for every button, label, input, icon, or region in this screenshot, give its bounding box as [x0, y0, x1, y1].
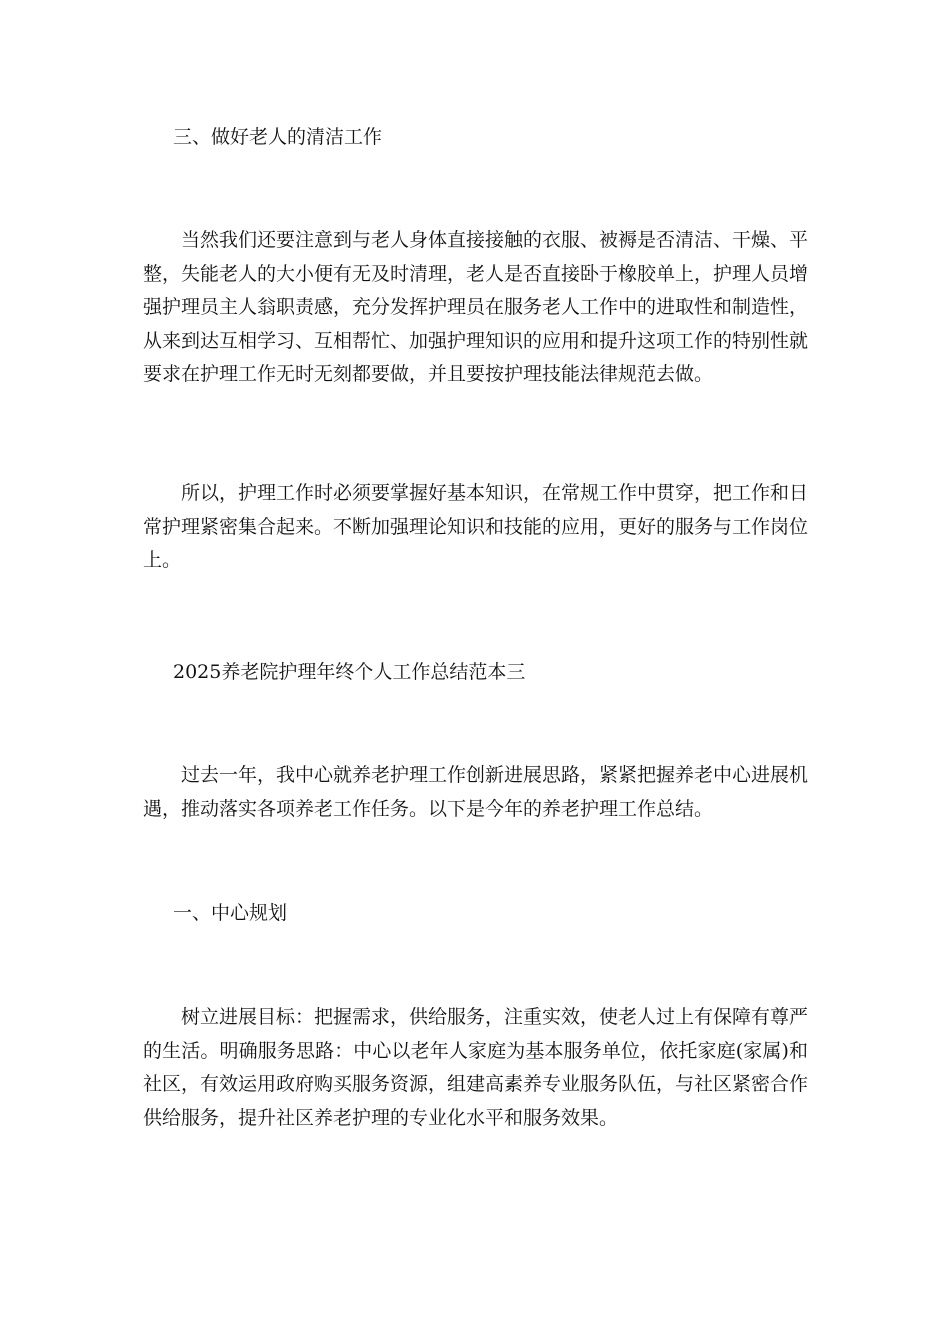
section-heading-center-plan: 一、中心规划: [173, 902, 288, 924]
paragraph-basic-knowledge: 所以，护理工作时必须要掌握好基本知识，在常规工作中贯穿，把工作和日常护理紧密集合起来。不断加强理论知识和技能的应用，更好的服务与工作岗位上。: [143, 482, 809, 571]
paragraph-cleaning-details: 当然我们还要注意到与老人身体直接接触的衣服、被褥是否清洁、干燥、平整，失能老人的大小便有无及时清理，老人是否直接卧于橡胶单上，护理人员增强护理员主人翁职责感，充分发挥护理员在服务老人工作中的进取性和制造性，从来到达互相学习、互相帮忙、加强护理知识的应用和提升这项工作的特别性就要求在护理工作无时无刻都要做，并且要按护理技能法律规范去做。: [143, 229, 809, 385]
sample-title: 2025养老院护理年终个人工作总结范本三: [173, 661, 526, 683]
section-heading-cleaning: 三、做好老人的清洁工作: [173, 126, 383, 148]
paragraph-year-review: 过去一年，我中心就养老护理工作创新进展思路，紧紧把握养老中心进展机遇，推动落实各项养老工作任务。以下是今年的养老护理工作总结。: [143, 764, 809, 820]
paragraph-development-goals: 树立进展目标：把握需求，供给服务，注重实效，使老人过上有保障有尊严的生活。明确服务思路：中心以老年人家庭为基本服务单位，依托家庭(家属)和社区，有效运用政府购买服务资源，组建高素养专业服务队伍，与社区紧密合作供给服务，提升社区养老护理的专业化水平和服务效果。: [143, 1006, 809, 1129]
